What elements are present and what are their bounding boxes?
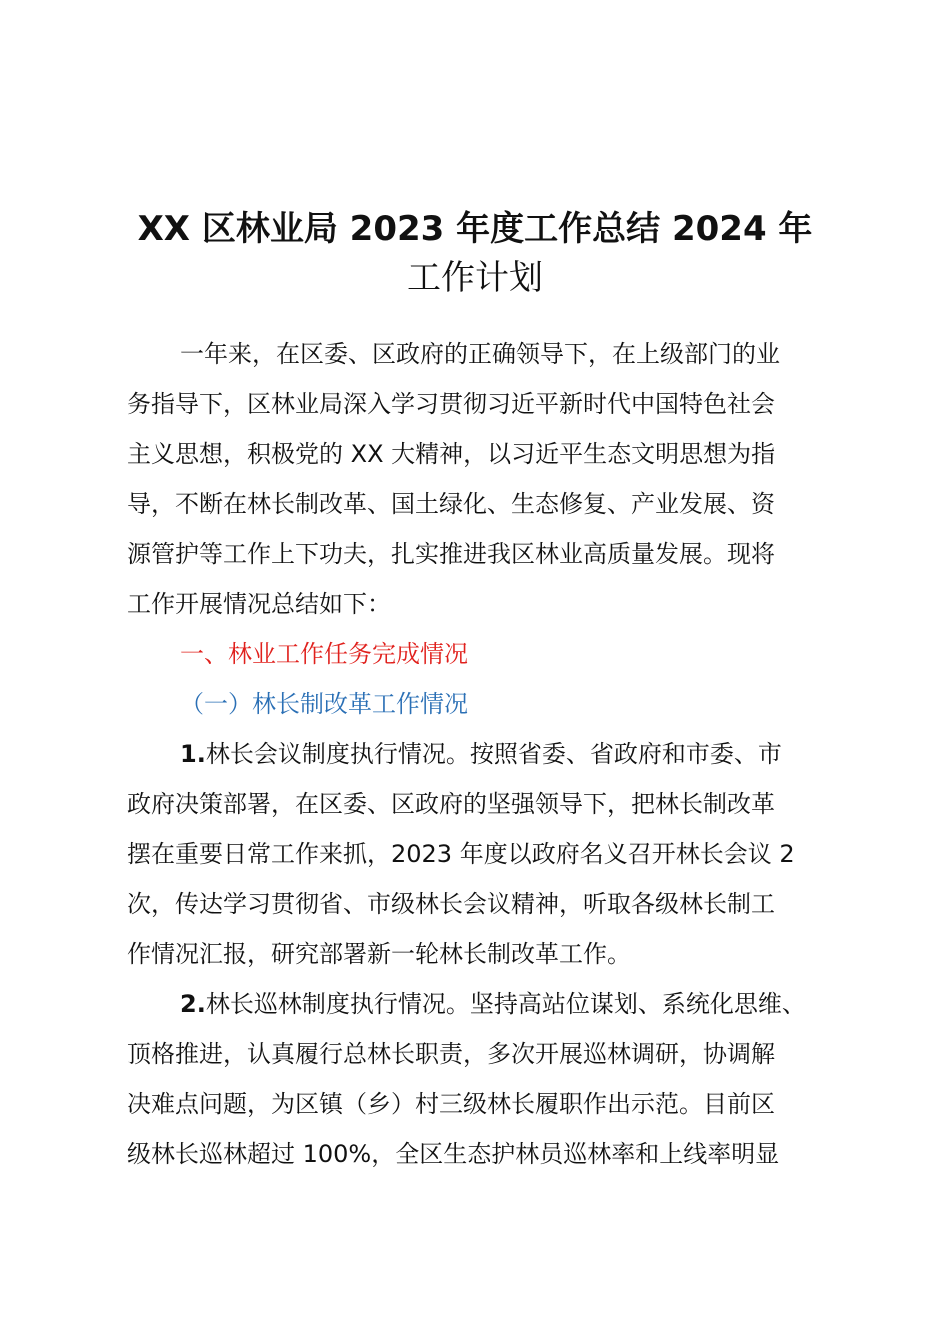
item1-line-3: 摆在重要日常工作来抓，2023 年度以政府名义召开林长会议 2 — [127, 840, 795, 868]
item1-first-line — [180, 738, 782, 770]
intro-line-1: 一年来，在区委、区政府的正确领导下，在上级部门的业 — [180, 340, 780, 368]
item1-line-2: 政府决策部署，在区委、区政府的坚强领导下，把林长制改革 — [127, 790, 775, 818]
item2-line-4: 级林长巡林超过 100%，全区生态护林员巡林率和上线率明显 — [127, 1140, 780, 1168]
section-heading-2: （一）林长制改革工作情况 — [180, 690, 468, 718]
intro-line-4: 导，不断在林长制改革、国土绿化、生态修复、产业发展、资 — [127, 490, 775, 518]
item1-number: 1. — [180, 740, 206, 768]
item2-line-3: 决难点问题，为区镇（乡）村三级林长履职作出示范。目前区 — [127, 1090, 775, 1118]
document-title-line1: XX 区林业局 2023 年度工作总结 2024 年 — [137, 209, 813, 249]
item1-line-5: 作情况汇报，研究部署新一轮林长制改革工作。 — [127, 940, 631, 968]
intro-line-6: 工作开展情况总结如下： — [127, 590, 391, 618]
document-title-line2: 工作计划 — [407, 258, 543, 298]
item2-first-line — [180, 988, 806, 1020]
intro-line-5: 源管护等工作上下功夫，扎实推进我区林业高质量发展。现将 — [127, 540, 775, 568]
item2-number: 2. — [180, 990, 206, 1018]
intro-line-3: 主义思想，积极党的 XX 大精神，以习近平生态文明思想为指 — [127, 440, 776, 468]
item2-line-2: 顶格推进，认真履行总林长职责，多次开展巡林调研，协调解 — [127, 1040, 775, 1068]
item1-line-4: 次，传达学习贯彻省、市级林长会议精神，听取各级林长制工 — [127, 890, 775, 918]
section-heading-1: 一、林业工作任务完成情况 — [180, 640, 468, 668]
item2-first-text: 林长巡林制度执行情况。坚持高站位谋划、系统化思维、 — [205, 990, 806, 1018]
item1-first-text: 林长会议制度执行情况。按照省委、省政府和市委、市 — [205, 740, 782, 768]
intro-line-2: 务指导下，区林业局深入学习贯彻习近平新时代中国特色社会 — [127, 390, 775, 418]
